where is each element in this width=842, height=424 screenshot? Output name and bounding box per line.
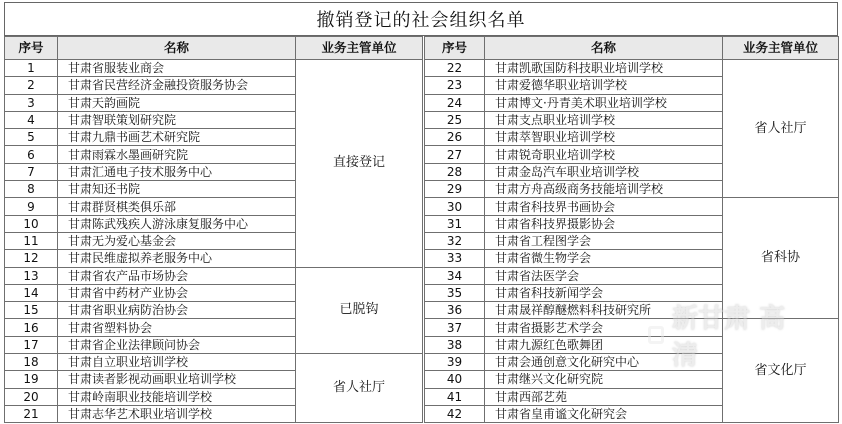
organization-name: 甘肃省农产品市场协会 <box>58 267 296 284</box>
organization-name: 甘肃智联策划研究院 <box>58 111 296 128</box>
organization-name: 甘肃省民营经济金融投资服务协会 <box>58 77 296 94</box>
organization-name: 甘肃锐奇职业培训学校 <box>485 146 723 163</box>
organization-name: 甘肃省皇甫谧文化研究会 <box>485 405 723 422</box>
organization-name: 甘肃萃智职业培训学校 <box>485 129 723 146</box>
organization-name: 甘肃晟祥醇醚燃料科技研究所 <box>485 302 723 319</box>
row-number: 34 <box>425 267 485 284</box>
row-number: 24 <box>425 94 485 111</box>
row-number: 41 <box>425 388 485 405</box>
row-number: 18 <box>5 354 58 371</box>
table-row <box>425 198 839 215</box>
organization-name: 甘肃方舟高级商务技能培训学校 <box>485 181 723 198</box>
row-number: 2 <box>5 77 58 94</box>
organization-name: 甘肃天韵画院 <box>58 94 296 111</box>
row-number: 13 <box>5 267 58 284</box>
row-number: 38 <box>425 336 485 353</box>
organization-name: 甘肃省科技新闻学会 <box>485 284 723 301</box>
row-number: 25 <box>425 111 485 128</box>
row-number: 15 <box>5 302 58 319</box>
organization-name: 甘肃省工程图学会 <box>485 232 723 249</box>
row-number: 19 <box>5 371 58 388</box>
row-number: 12 <box>5 250 58 267</box>
organization-name: 甘肃省科技界书画协会 <box>485 198 723 215</box>
left-table <box>4 36 423 423</box>
header-num: 序号 <box>5 37 58 60</box>
row-number: 22 <box>425 60 485 77</box>
row-number: 28 <box>425 163 485 180</box>
row-number: 14 <box>5 284 58 301</box>
table-row <box>425 60 839 77</box>
row-number: 32 <box>425 232 485 249</box>
watermark-text: 新甘肃 高清 <box>672 304 786 371</box>
organization-name: 甘肃自立职业培训学校 <box>58 354 296 371</box>
supervising-unit: 省文化厅 <box>723 319 839 423</box>
organization-name: 甘肃九源红色歌舞团 <box>485 336 723 353</box>
organization-name: 甘肃会通创意文化研究中心 <box>485 354 723 371</box>
organization-name: 甘肃读者影视动画职业培训学校 <box>58 371 296 388</box>
organization-name: 甘肃省摄影艺术学会 <box>485 319 723 336</box>
table-row <box>5 60 423 77</box>
supervising-unit: 已脱钩 <box>296 267 423 353</box>
row-number: 27 <box>425 146 485 163</box>
table-row <box>5 267 423 284</box>
organization-name: 甘肃省职业病防治协会 <box>58 302 296 319</box>
row-number: 29 <box>425 181 485 198</box>
table-row <box>5 354 423 371</box>
organization-name: 甘肃凯歌国防科技职业培训学校 <box>485 60 723 77</box>
table-header-row <box>5 37 423 60</box>
row-number: 17 <box>5 336 58 353</box>
row-number: 37 <box>425 319 485 336</box>
organization-name: 甘肃爱德华职业培训学校 <box>485 77 723 94</box>
row-number: 10 <box>5 215 58 232</box>
organization-name: 甘肃金岛汽车职业培训学校 <box>485 163 723 180</box>
supervising-unit: 省科协 <box>723 198 839 319</box>
table-header-row <box>425 37 839 60</box>
organization-name: 甘肃西部艺苑 <box>485 388 723 405</box>
row-number: 42 <box>425 405 485 422</box>
header-unit: 业务主管单位 <box>723 37 839 60</box>
row-number: 7 <box>5 163 58 180</box>
row-number: 5 <box>5 129 58 146</box>
organization-name: 甘肃群贤棋类俱乐部 <box>58 198 296 215</box>
organization-name: 甘肃省微生物学会 <box>485 250 723 267</box>
row-number: 40 <box>425 371 485 388</box>
header-num: 序号 <box>425 37 485 60</box>
organization-name: 甘肃省企业法律顾问协会 <box>58 336 296 353</box>
right-table <box>424 36 839 423</box>
header-name: 名称 <box>485 37 723 60</box>
organization-name: 甘肃省服装业商会 <box>58 60 296 77</box>
organization-name: 甘肃省塑料协会 <box>58 319 296 336</box>
row-number: 23 <box>425 77 485 94</box>
header-name: 名称 <box>58 37 296 60</box>
organization-name: 甘肃博文·丹青美术职业培训学校 <box>485 94 723 111</box>
row-number: 9 <box>5 198 58 215</box>
row-number: 20 <box>5 388 58 405</box>
row-number: 33 <box>425 250 485 267</box>
document-title: 撤销登记的社会组织名单 <box>4 2 838 36</box>
organization-name: 甘肃雨霖水墨画研究院 <box>58 146 296 163</box>
row-number: 11 <box>5 232 58 249</box>
row-number: 39 <box>425 354 485 371</box>
row-number: 4 <box>5 111 58 128</box>
row-number: 26 <box>425 129 485 146</box>
organization-name: 甘肃继兴文化研究院 <box>485 371 723 388</box>
organization-name: 甘肃岭南职业技能培训学校 <box>58 388 296 405</box>
organization-name: 甘肃省中药材产业协会 <box>58 284 296 301</box>
row-number: 8 <box>5 181 58 198</box>
row-number: 1 <box>5 60 58 77</box>
table-row <box>425 319 839 336</box>
row-number: 30 <box>425 198 485 215</box>
supervising-unit: 省人社厅 <box>723 60 839 198</box>
row-number: 6 <box>5 146 58 163</box>
row-number: 21 <box>5 405 58 422</box>
organization-name: 甘肃支点职业培训学校 <box>485 111 723 128</box>
organization-name: 甘肃民维虚拟养老服务中心 <box>58 250 296 267</box>
organization-name: 甘肃陈武残疾人游泳康复服务中心 <box>58 215 296 232</box>
row-number: 16 <box>5 319 58 336</box>
organization-name: 甘肃省科技界摄影协会 <box>485 215 723 232</box>
header-unit: 业务主管单位 <box>296 37 423 60</box>
row-number: 31 <box>425 215 485 232</box>
row-number: 36 <box>425 302 485 319</box>
organization-name: 甘肃志华艺术职业培训学校 <box>58 405 296 422</box>
row-number: 3 <box>5 94 58 111</box>
organization-name: 甘肃知还书院 <box>58 181 296 198</box>
organization-name: 甘肃汇通电子技术服务中心 <box>58 163 296 180</box>
supervising-unit: 直接登记 <box>296 60 423 268</box>
row-number: 35 <box>425 284 485 301</box>
organization-name: 甘肃九鼎书画艺术研究院 <box>58 129 296 146</box>
organization-name: 甘肃无为爱心基金会 <box>58 232 296 249</box>
supervising-unit: 省人社厅 <box>296 354 423 423</box>
organization-name: 甘肃省法医学会 <box>485 267 723 284</box>
